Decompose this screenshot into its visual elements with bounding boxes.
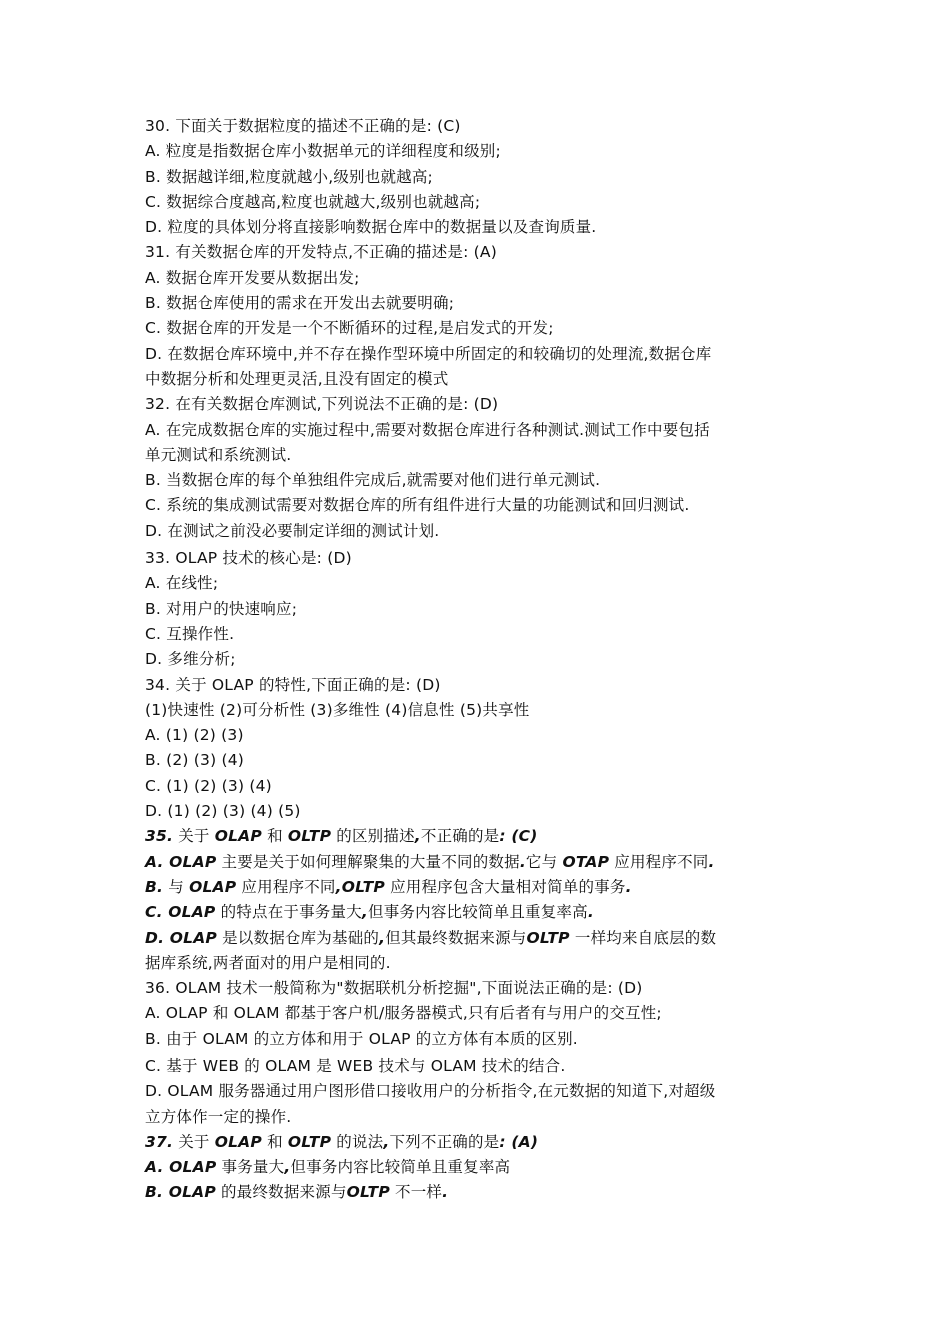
text-line	[145, 875, 815, 900]
text-run: C. 数据仓库的开发是一个不断循环的过程,是启发式的开发;	[145, 319, 554, 338]
bold-text-run: B. OLAP	[145, 1183, 216, 1202]
text-run: B. 对用户的快速响应;	[145, 599, 298, 618]
text-run: 但事务内容比较简单且重复率高	[368, 903, 588, 922]
text-run: 事务量大	[216, 1158, 285, 1177]
text-run: A. 在完成数据仓库的实施过程中,需要对数据仓库进行各种测试.测试工作中要包括	[145, 420, 710, 439]
text-run: 31. 有关数据仓库的开发特点,不正确的描述是: (A)	[145, 243, 497, 262]
text-run: 据库系统,两者面对的用户是相同的.	[145, 953, 391, 972]
text-line	[145, 1130, 815, 1155]
text-line	[145, 519, 815, 544]
text-run: 它与	[525, 852, 563, 871]
bold-text-run: OLTP	[287, 1132, 332, 1151]
text-run: 单元测试和系统测试.	[145, 445, 292, 464]
text-run: 的最终数据来源与	[215, 1183, 347, 1202]
bold-text-run: : (C)	[499, 827, 538, 846]
text-run: B. 由于 OLAM 的立方体和用于 OLAP 的立方体有本质的区别.	[145, 1029, 578, 1048]
text-line	[145, 493, 815, 518]
text-run: 33. OLAP 技术的核心是: (D)	[145, 549, 352, 568]
text-line	[145, 316, 815, 341]
text-run: D. 粒度的具体划分将直接影响数据仓库中的数据量以及查询质量.	[145, 218, 597, 237]
bold-text-run: C. OLAP	[145, 903, 216, 922]
text-line	[145, 824, 815, 849]
text-line	[145, 392, 815, 417]
text-run: 不一样	[389, 1183, 443, 1202]
text-line	[145, 976, 815, 1001]
text-run: 立方体作一定的操作.	[145, 1107, 292, 1126]
text-run: B. 当数据仓库的每个单独组件完成后,就需要对他们进行单元测试.	[145, 471, 601, 490]
bold-text-run: 37.	[145, 1132, 174, 1151]
text-line	[145, 1155, 815, 1180]
text-line	[145, 139, 815, 164]
text-run: 与	[163, 877, 190, 896]
text-run: C. 数据综合度越高,粒度也就越大,级别也就越高;	[145, 192, 481, 211]
text-run: D. 多维分析;	[145, 650, 236, 669]
text-line	[145, 190, 815, 215]
text-run: B. 数据越详细,粒度就越小,级别也就越高;	[145, 167, 433, 186]
text-run: 应用程序包含大量相对简单的事务	[384, 877, 626, 896]
bold-text-run: .	[625, 877, 632, 896]
bold-text-run: 35.	[145, 827, 174, 846]
text-line	[145, 1105, 815, 1130]
bold-text-run: ,	[284, 1158, 291, 1177]
text-run: 关于	[173, 827, 215, 846]
bold-text-run: OLAP	[214, 1132, 262, 1151]
text-run: C. (1) (2) (3) (4)	[145, 776, 272, 795]
text-run: A. (1) (2) (3)	[145, 726, 244, 745]
document-body	[145, 114, 815, 1206]
bold-text-run: OLTP	[346, 1183, 390, 1202]
text-run: A. 数据仓库开发要从数据出发;	[145, 268, 360, 287]
bold-text-run: ,	[361, 903, 369, 922]
bold-text-run: OLTP	[287, 827, 332, 846]
text-run: B. 数据仓库使用的需求在开发出去就要明确;	[145, 294, 455, 313]
text-line	[145, 240, 815, 265]
bold-text-run: OTAP	[562, 852, 610, 871]
text-line	[145, 215, 815, 240]
text-run: D. OLAM 服务器通过用户图形借口接收用户的分析指令,在元数据的知道下,对超级	[145, 1082, 716, 1101]
bold-text-run: A. OLAP	[145, 852, 217, 871]
text-line	[145, 1027, 815, 1052]
text-line	[145, 1001, 815, 1026]
text-run: C. 系统的集成测试需要对数据仓库的所有组件进行大量的功能测试和回归测试.	[145, 496, 690, 515]
text-run: 和	[261, 827, 288, 846]
text-line	[145, 1079, 815, 1104]
text-run: 30. 下面关于数据粒度的描述不正确的是: (C)	[145, 117, 461, 135]
bold-text-run: OLAP	[214, 827, 262, 846]
text-line	[145, 900, 815, 925]
text-run: 34. 关于 OLAP 的特性,下面正确的是: (D)	[145, 675, 441, 694]
text-run: 一样均来自底层的数	[569, 928, 717, 947]
text-run: 中数据分析和处理更灵活,且没有固定的模式	[145, 369, 449, 388]
text-run: 的区别描述	[331, 827, 415, 846]
text-run: 不正确的是	[420, 827, 500, 846]
text-line	[145, 546, 815, 571]
text-line	[145, 850, 815, 875]
text-run: 36. OLAM 技术一般简称为"数据联机分析挖掘",下面说法正确的是: (D)	[145, 979, 643, 998]
text-line	[145, 799, 815, 824]
bold-text-run: .	[442, 1183, 449, 1202]
text-line	[145, 468, 815, 493]
bold-text-run: ,	[379, 928, 386, 947]
bold-text-run: : (A)	[499, 1132, 539, 1151]
text-run: 主要是关于如何理解聚集的大量不同的数据	[216, 852, 520, 871]
text-run: (1)快速性 (2)可分析性 (3)多维性 (4)信息性 (5)共享性	[145, 700, 530, 719]
text-run: C. 基于 WEB 的 OLAM 是 WEB 技术与 OLAM 技术的结合.	[145, 1056, 566, 1075]
text-run: 但其最终数据来源与	[385, 928, 527, 947]
text-line	[145, 698, 815, 723]
text-run: A. 粒度是指数据仓库小数据单元的详细程度和级别;	[145, 142, 501, 161]
text-run: 是以数据仓库为基础的	[216, 928, 380, 947]
text-line	[145, 367, 815, 392]
text-run: 32. 在有关数据仓库测试,下列说法不正确的是: (D)	[145, 395, 499, 414]
text-line	[145, 748, 815, 773]
text-line	[145, 165, 815, 190]
text-run: C. 互操作性.	[145, 624, 235, 643]
text-line	[145, 951, 815, 976]
text-run: 的说法	[331, 1132, 384, 1151]
text-run: 但事务内容比较简单且重复率高	[290, 1158, 511, 1177]
text-run: 和	[261, 1132, 288, 1151]
text-run: 的特点在于事务量大	[215, 903, 362, 922]
bold-text-run: .	[708, 852, 715, 871]
text-line	[145, 1180, 815, 1205]
text-run: D. 在数据仓库环境中,并不存在操作型环境中所固定的和较确切的处理流,数据仓库	[145, 344, 712, 363]
text-line	[145, 673, 815, 698]
bold-text-run: ,	[383, 1132, 390, 1151]
text-line	[145, 774, 815, 799]
text-run: B. (2) (3) (4)	[145, 751, 245, 770]
bold-text-run: D. OLAP	[145, 928, 217, 947]
text-run: 关于	[173, 1132, 215, 1151]
bold-text-run: .	[519, 852, 526, 871]
text-line	[145, 266, 815, 291]
text-line	[145, 571, 815, 596]
text-line	[145, 597, 815, 622]
bold-text-run: A. OLAP	[145, 1158, 217, 1177]
text-run: A. OLAP 和 OLAM 都基于客户机/服务器模式,只有后者有与用户的交互性;	[145, 1004, 662, 1023]
text-line	[145, 723, 815, 748]
text-line	[145, 443, 815, 468]
text-line	[145, 342, 815, 367]
text-line	[145, 291, 815, 316]
bold-text-run: B.	[145, 877, 164, 896]
bold-text-run: OLAP	[189, 877, 237, 896]
text-line	[145, 1054, 815, 1079]
text-line	[145, 647, 815, 672]
text-run: D. 在测试之前没必要制定详细的测试计划.	[145, 521, 440, 540]
text-run: D. (1) (2) (3) (4) (5)	[145, 802, 301, 821]
bold-text-run: .	[587, 903, 594, 922]
text-run: 应用程序不同	[236, 877, 336, 896]
text-run: A. 在线性;	[145, 574, 219, 593]
text-run: 应用程序不同	[609, 852, 709, 871]
bold-text-run: ,OLTP	[335, 877, 385, 896]
text-line	[145, 926, 815, 951]
bold-text-run: ,	[414, 827, 421, 846]
text-line	[145, 418, 815, 443]
text-line	[145, 114, 815, 139]
bold-text-run: OLTP	[526, 928, 570, 947]
text-line	[145, 622, 815, 647]
text-run: 下列不正确的是	[389, 1132, 500, 1151]
